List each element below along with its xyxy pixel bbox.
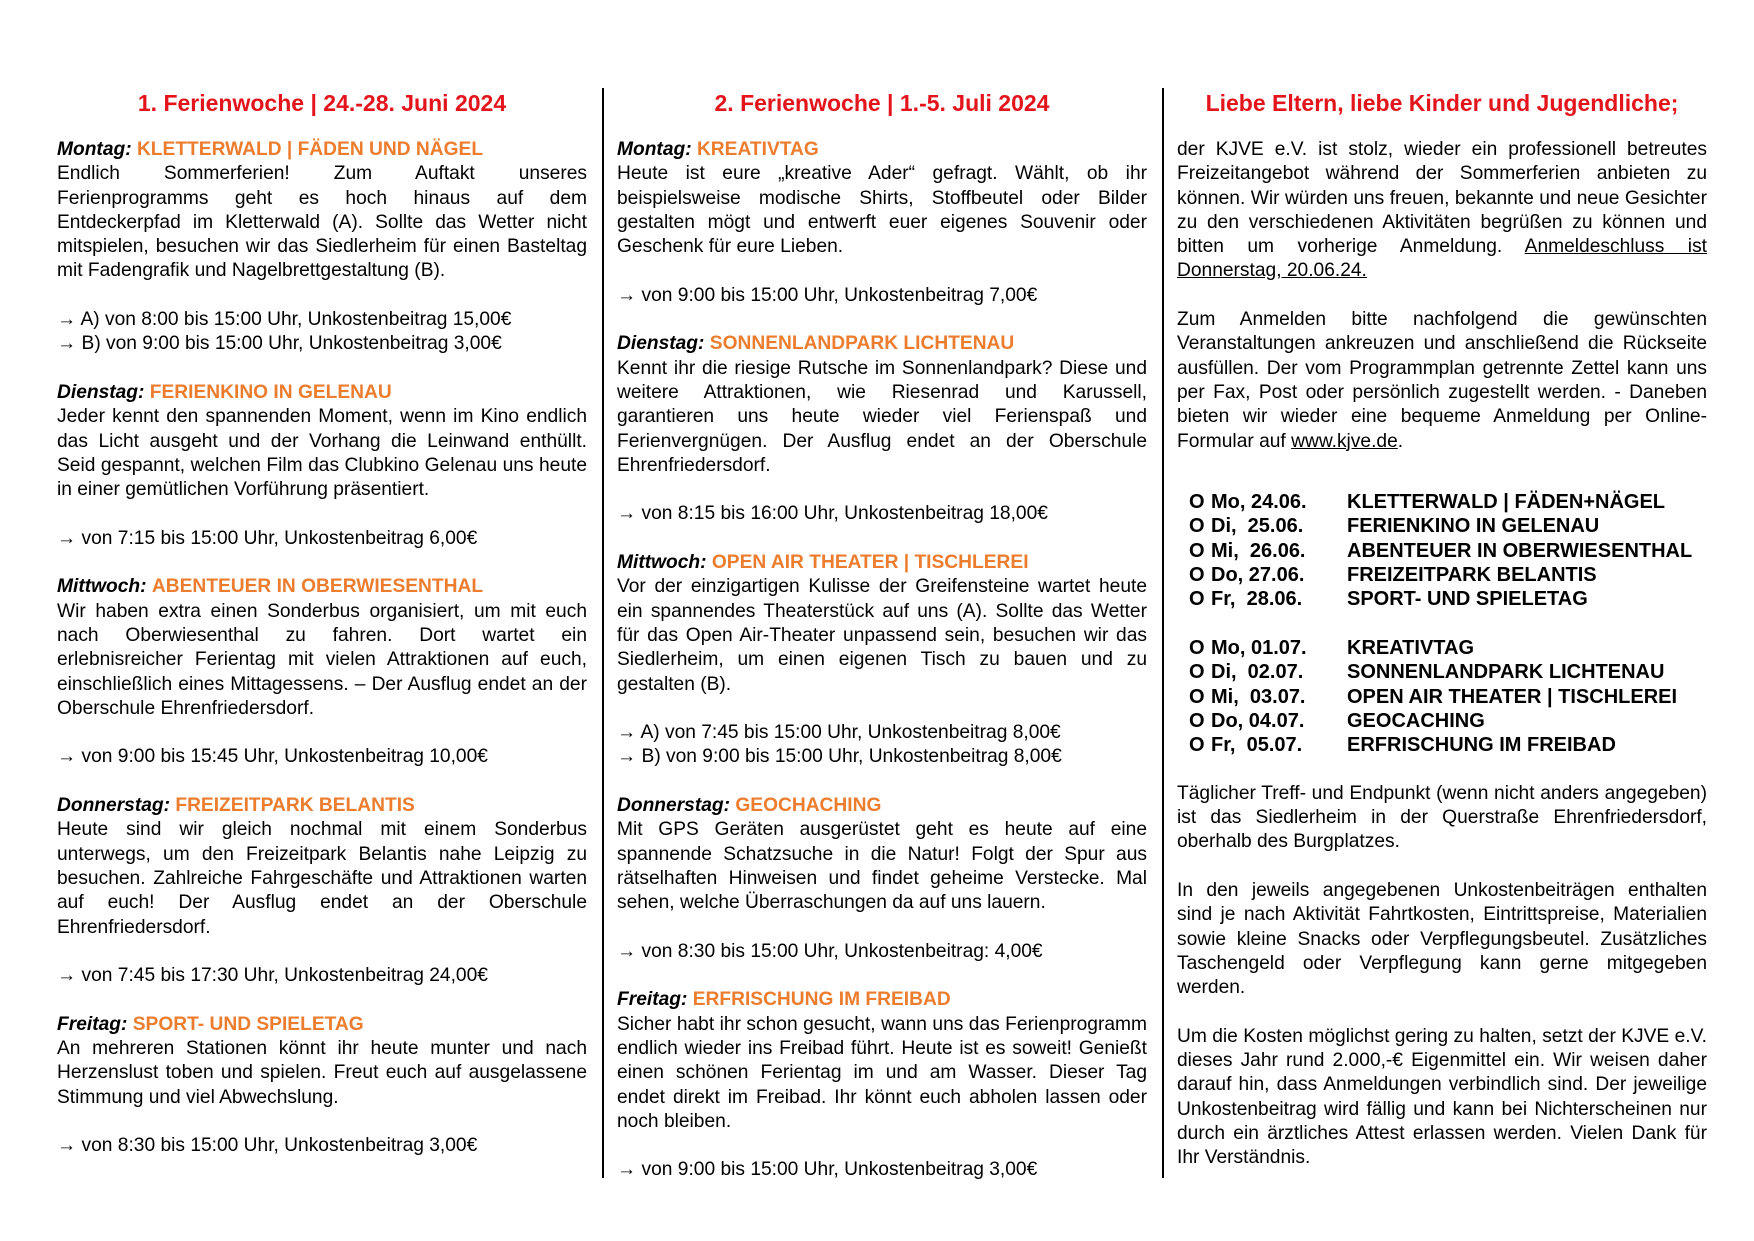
price-line: → von 7:15 bis 15:00 Uhr, Unkostenbeitrag 6,00€ [57,527,478,549]
checklist-event-name: SONNENLANDPARK LICHTENAU [1347,661,1665,684]
day-description: Sicher habt ihr schon gesucht, wann uns das Ferienprogramm endlich wieder ins Freibad führt. Heute ist es soweit! Genießt einen schönen Ferientag im und am Wasser. Dieser Tag endet direkt im Freibad. Ihr könnt euch abholen lassen oder noch bleiben. [617,1013,1147,1132]
registration-info-end: . [1397,430,1404,452]
column-divider [602,88,604,1178]
checklist-group [1189,636,1707,757]
checkbox-circle[interactable]: O [1189,564,1205,587]
day-entry [57,381,587,551]
checkbox-circle[interactable]: O [1189,734,1205,757]
day-name: Montag: [617,139,692,160]
day-entry [57,1013,587,1159]
day-topic: FERIENKINO IN GELENAU [149,381,392,403]
checkbox-circle[interactable]: O [1189,491,1205,514]
event-checklist [1177,490,1707,757]
week2-column [617,88,1147,1207]
day-name: Freitag: [617,989,688,1011]
checklist-item[interactable] [1189,563,1707,587]
checkbox-circle[interactable]: O [1189,709,1205,732]
checklist-item[interactable] [1189,660,1707,684]
letter-title: Liebe Eltern, liebe Kinder und Jugendliche; [1205,90,1679,116]
checkbox-circle[interactable]: O [1189,685,1205,708]
day-topic: ERFRISCHUNG IM FREIBAD [692,989,951,1011]
price-line: → von 8:15 bis 16:00 Uhr, Unkostenbeitrag 18,00€ [617,503,1048,525]
day-heading [617,794,1147,818]
checklist-date: Fr, 05.07. [1211,734,1303,757]
day-description: Wir haben extra einen Sonderbus organisiert, um mit euch nach Oberwiesenthal zu fahren. Dort wartet ein erlebnisreicher Ferientag mit vielen Attraktionen auf euch, einschließlich eines Mittagessens. – Der Ausflug endet an der Oberschule Ehrenfriedersdorf. [57,600,587,719]
checklist-date: Di, 02.07. [1211,661,1304,684]
checklist-date: Di, 25.06. [1211,515,1304,538]
checklist-event-name: SPORT- UND SPIELETAG [1347,588,1588,611]
checklist-item[interactable] [1189,685,1707,709]
meeting-point-text: Täglicher Treff- und Endpunkt (wenn nicht anders angegeben) ist das Siedlerheim in der Querstraße Ehrenfriedersdorf, oberhalb des Burgplatzes. [1177,782,1707,853]
day-heading [57,138,587,162]
checkbox-circle[interactable]: O [1189,588,1205,611]
checklist-item[interactable] [1189,733,1707,757]
price-line: → von 9:00 bis 15:00 Uhr, Unkostenbeitrag 7,00€ [617,284,1038,306]
checkbox-circle[interactable]: O [1189,661,1205,684]
day-heading [57,575,587,599]
day-description: Mit GPS Geräten ausgerüstet geht es heute auf eine spannende Schatzsuche in die Natur! Folgt der Spur aus rätselhaften Hinweisen und findet geheime Verstecke. Mal sehen, welche Überraschungen da auf uns lauern. [617,819,1147,914]
price-line: → von 8:30 bis 15:00 Uhr, Unkostenbeitrag 3,00€ [57,1135,478,1157]
day-name: Dienstag: [617,333,705,355]
day-name: Dienstag: [57,381,145,403]
price-line: → von 7:45 bis 17:30 Uhr, Unkostenbeitrag 24,00€ [57,965,488,987]
day-topic: FREIZEITPARK BELANTIS [175,795,415,817]
checklist-event-name: ERFRISCHUNG IM FREIBAD [1347,734,1616,757]
checklist-date: Mi, 26.06. [1211,539,1306,562]
checklist-event-name: FERIENKINO IN GELENAU [1347,515,1600,538]
day-description: Heute sind wir gleich nochmal mit einem Sonderbus unterwegs, um den Freizeitpark Belantis nahe Leipzig zu besuchen. Zahlreiche Fahrgeschäfte und Attraktionen warten auf euch! Der Ausflug endet an der Oberschule Ehrenfriedersdorf. [57,819,587,938]
checklist-item[interactable] [1189,490,1707,514]
day-entry [617,794,1147,964]
checkbox-circle[interactable]: O [1189,539,1205,562]
website-link[interactable]: www.kjve.de [1291,430,1398,452]
day-heading [617,551,1147,575]
day-name: Donnerstag: [57,795,170,817]
checklist-date: Fr, 28.06. [1211,588,1303,611]
costs-info-text: In den jeweils angegebenen Unkostenbeiträgen enthalten sind je nach Aktivität Fahrtkosten, Eintrittspreise, Materialien sowie kleine Snacks oder Verpflegungsbeutel. Zusätzliches Taschengeld oder Verpflegung kann gerne mitgegeben werden. [1177,879,1707,999]
day-entry [57,575,587,769]
checkbox-circle[interactable]: O [1189,515,1205,538]
day-heading [57,794,587,818]
week1-title: 1. Ferienwoche | 24.-28. Juni 2024 [137,90,507,116]
checklist-event-name: OPEN AIR THEATER | TISCHLEREI [1347,685,1678,708]
day-topic: SONNENLANDPARK LICHTENAU [709,333,1015,355]
checklist-item[interactable] [1189,514,1707,538]
letter-intro [1177,138,1707,284]
day-name: Mittwoch: [617,552,707,574]
day-topic: OPEN AIR THEATER | TISCHLEREI [711,552,1029,574]
registration-info-text: Zum Anmelden bitte nachfolgend die gewünschten Veranstaltungen ankreuzen und anschließend die Rückseite ausfüllen. Der vom Programmplan getrennte Zettel kann uns per Fax, Post oder persönlich zugestellt werden. - Daneben bieten wir wieder eine bequeme Anmeldung per Online-Formular auf [1177,309,1707,452]
checklist-date: Mi, 03.07. [1211,685,1306,708]
day-name: Montag: [57,139,132,160]
price-line: → von 8:30 bis 15:00 Uhr, Unkostenbeitrag: 4,00€ [617,940,1043,962]
day-description: An mehreren Stationen könnt ihr heute munter und nach Herzenslust toben und spielen. Freut euch auf ausgelassene Stimmung und viel Abwechslung. [57,1037,587,1108]
checklist-date: Do, 04.07. [1211,709,1305,732]
day-heading [57,1013,587,1037]
day-heading [617,988,1147,1012]
checkbox-circle[interactable]: O [1189,636,1205,659]
price-line: → von 9:00 bis 15:45 Uhr, Unkostenbeitrag 10,00€ [57,746,488,768]
day-entry [617,332,1147,526]
day-entry [617,988,1147,1182]
registration-deadline: Anmeldeschluss ist Donnerstag, 20.06.24. [1177,236,1707,282]
checklist-group [1189,490,1707,611]
checklist-event-name: ABENTEUER IN OBERWIESENTHAL [1347,539,1693,562]
day-description: Vor der einzigartigen Kulisse der Greifensteine wartet heute ein spannendes Theaterstück auf uns (A). Sollte das Wetter für das Open Air-Theater unpassend sein, besuchen wir das Siedlerheim, um einen eigenen Tisch zu bauen und zu gestalten (B). [617,576,1147,695]
checklist-item[interactable] [1189,587,1707,611]
column-divider [1162,88,1164,1178]
day-description: Endlich Sommerferien! Zum Auftakt unseres Ferienprogramms geht es hoch hinaus auf dem Entdeckerpfad im Kletterwald (A). Sollte das Wetter nicht mitspielen, besuchen wir das Siedlerheim für einen Basteltag mit Fadengrafik und Nagelbrettgestaltung (B). [57,163,587,282]
checklist-event-name: KREATIVTAG [1347,636,1475,659]
week1-day-list [57,138,587,1158]
day-topic: KLETTERWALD | FÄDEN UND NÄGEL [136,139,484,160]
letter-intro-text: der KJVE e.V. ist stolz, wieder ein professionell betreutes Freizeitangebot während der Sommerferien anbieten zu können. Wir würden uns freuen, bekannte und neue Gesichter zu den verschiedenen Aktivitäten begrüßen zu können und bitten um vorherige Anmeldung. [1177,139,1707,258]
price-line: → B) von 9:00 bis 15:00 Uhr, Unkostenbeitrag 3,00€ [57,333,502,355]
checklist-date: Mo, 01.07. [1211,636,1307,659]
day-topic: SPORT- UND SPIELETAG [132,1013,364,1035]
checklist-item[interactable] [1189,539,1707,563]
day-description: Jeder kennt den spannenden Moment, wenn im Kino endlich das Licht ausgeht und der Vorhang die Leinwand enthüllt. Seid gespannt, welchen Film das Clubkino Gelenau uns heute in einer gemütlichen Vorführung präsentiert. [57,406,587,501]
day-entry [617,138,1147,308]
day-name: Freitag: [57,1013,128,1035]
day-entry [57,138,587,357]
checklist-event-name: GEOCACHING [1347,709,1485,732]
day-heading [617,332,1147,356]
price-line: → B) von 9:00 bis 15:00 Uhr, Unkostenbeitrag 8,00€ [617,746,1062,768]
week2-day-list [617,138,1147,1183]
checklist-event-name: KLETTERWALD | FÄDEN+NÄGEL [1347,491,1666,514]
day-heading [617,138,1147,162]
day-topic: ABENTEUER IN OBERWIESENTHAL [151,576,484,598]
day-topic: KREATIVTAG [696,139,819,160]
checklist-item[interactable] [1189,636,1707,660]
checklist-item[interactable] [1189,709,1707,733]
day-description: Kennt ihr die riesige Rutsche im Sonnenlandpark? Diese und weitere Attraktionen, wie Riesenrad und Karussell, garantieren uns heute wieder viel Ferienspaß und Ferienvergnügen. Der Ausflug endet an der Oberschule Ehrenfriedersdorf. [617,357,1147,476]
day-entry [617,551,1147,770]
checklist-date: Mo, 24.06. [1211,491,1307,514]
price-line: → A) von 7:45 bis 15:00 Uhr, Unkostenbeitrag 8,00€ [617,722,1061,744]
day-topic: GEOCHACHING [735,795,882,817]
week2-title: 2. Ferienwoche | 1.-5. Juli 2024 [714,90,1050,116]
price-line: → A) von 8:00 bis 15:00 Uhr, Unkostenbeitrag 15,00€ [57,309,512,331]
funding-info-text: Um die Kosten möglichst gering zu halten, setzt der KJVE e.V. dieses Jahr rund 2.000,-€ Eigenmittel ein. Wir weisen daher darauf hin, dass Anmeldungen verbindlich sind. Der jeweilige Unkostenbeitrag wird fällig und kann bei Nichterscheinen nur durch ein ärztliches Attest erlassen werden. Vielen Dank für Ihr Verständnis. [1177,1025,1707,1169]
day-name: Mittwoch: [57,576,147,598]
checklist-event-name: FREIZEITPARK BELANTIS [1347,564,1597,587]
week1-column [57,88,587,1183]
price-line: → von 9:00 bis 15:00 Uhr, Unkostenbeitrag 3,00€ [617,1159,1038,1181]
letter-registration-info [1177,308,1707,454]
checklist-date: Do, 27.06. [1211,564,1305,587]
day-heading [57,381,587,405]
letter-column [1177,88,1707,1170]
day-name: Donnerstag: [617,795,730,817]
day-entry [57,794,587,988]
day-description: Heute ist eure „kreative Ader“ gefragt. Wählt, ob ihr beispielsweise modische Shirts, Stoffbeutel oder Bilder gestalten mögt und entwerft euer eigenes Souvenir oder Geschenk für eure Lieben. [617,163,1147,258]
